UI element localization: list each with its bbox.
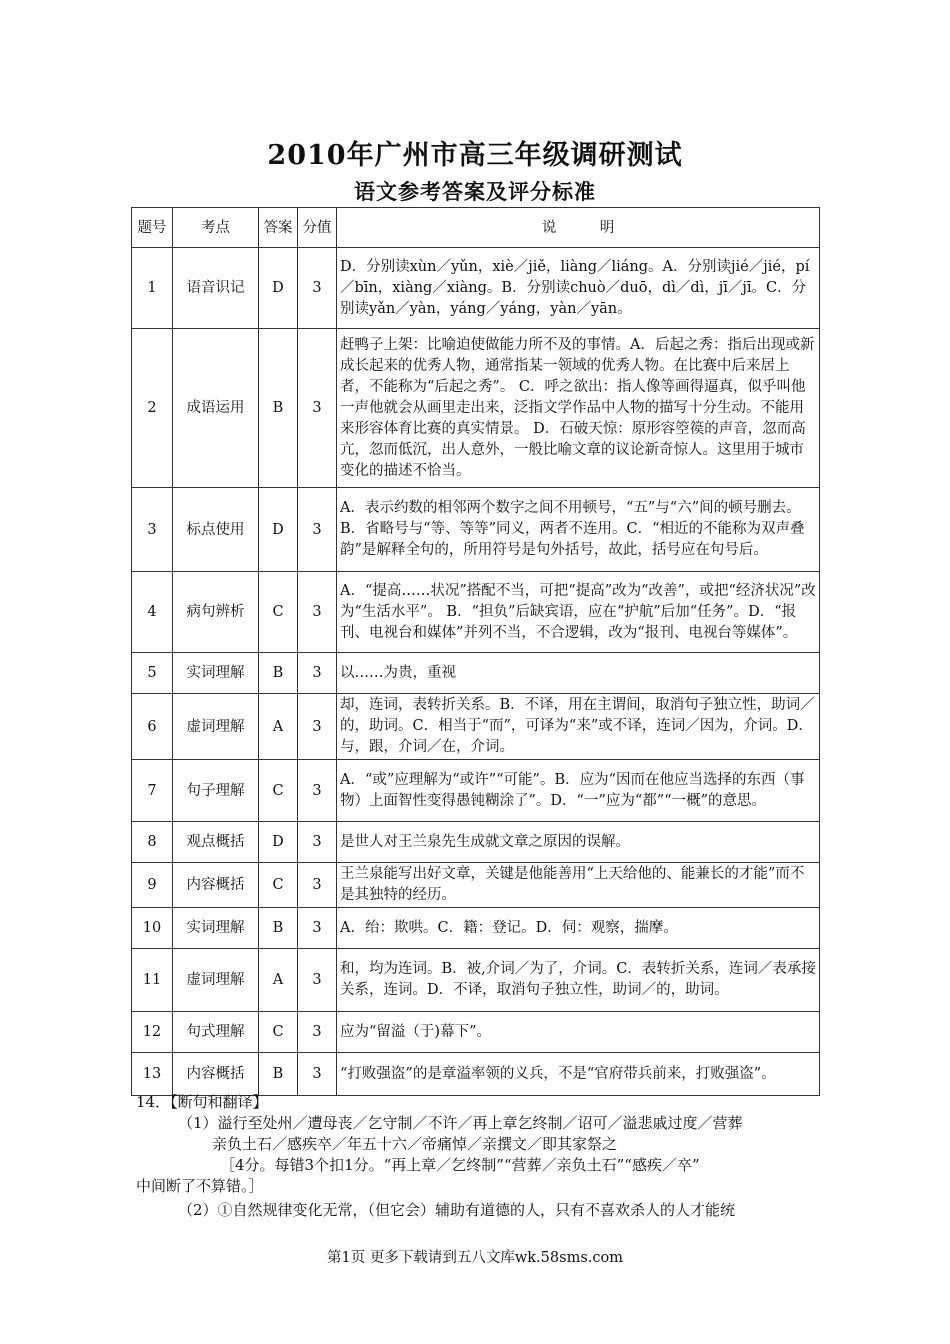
row-description: 却，连词，表转折关系。B．不译，用在主谓间，取消句子独立性，助词／的，助词。C．相当于“而”，可译为“来”或不译，连词／因为，介词。D．与，跟，介词／在，介词。 [337,694,820,760]
row-description: 是世人对王兰泉先生成就文章之原因的误解。 [337,822,820,863]
row-number: 4 [132,572,173,653]
row-score: 3 [298,822,337,863]
row-answer: B [259,908,298,949]
row-point: 标点使用 [173,488,259,572]
header-number: 题号 [132,208,173,248]
row-point: 句式理解 [173,1012,259,1053]
row-description: 以……为贵，重视 [337,653,820,694]
row-score: 3 [298,653,337,694]
row-point: 虚词理解 [173,694,259,760]
header-score: 分值 [298,208,337,248]
row-point: 内容概括 [173,863,259,908]
table-header-row [132,208,820,248]
page-subtitle: 语文参考答案及评分标准 [354,179,596,204]
row-description: A．“提高……状况”搭配不当，可把“提高”改为“改善”，或把“经济状况”改为“生活水平”。 B．“担负”后缺宾语，应在“护航”后加“任务”。D．“报刊、电视台和媒体”并列不当，不合逻辑，改为“报刊、电视台等媒体”。 [337,572,820,653]
row-description: A．绐：欺哄。C．籍：登记。D．伺：观察，揣摩。 [337,908,820,949]
row-answer: B [259,653,298,694]
table-row [132,694,820,760]
row-number: 3 [132,488,173,572]
row-description: 王兰泉能写出好文章，关键是他能善用“上天给他的、能兼长的才能”而不是其独特的经历。 [337,863,820,908]
question-14 [136,1092,826,1221]
row-point: 语音识记 [173,248,259,329]
table-row [132,248,820,329]
row-score: 3 [298,572,337,653]
table-row [132,1053,820,1096]
table-row [132,653,820,694]
table-row [132,760,820,822]
row-score: 3 [298,1012,337,1053]
row-answer: D [259,822,298,863]
row-answer: A [259,949,298,1012]
row-number: 7 [132,760,173,822]
table-row [132,908,820,949]
table-row [132,329,820,488]
row-number: 2 [132,329,173,488]
row-score: 3 [298,248,337,329]
row-point: 成语运用 [173,329,259,488]
q14-scoring-note: ［4分。每错3个扣1分。“再上章／乞终制”“营葬／亲负土石”“感疾／卒” [220,1156,700,1174]
row-point: 观点概括 [173,822,259,863]
row-answer: D [259,248,298,329]
row-number: 12 [132,1012,173,1053]
row-score: 3 [298,760,337,822]
table-row [132,822,820,863]
answer-table [131,207,820,1096]
row-description: 应为“留溢（于)幕下”。 [337,1012,820,1053]
row-score: 3 [298,1053,337,1096]
row-point: 内容概括 [173,1053,259,1096]
page-title: 2010年广州市高三年级调研测试 [267,140,683,171]
row-description: 赶鸭子上架：比喻迫使做能力所不及的事情。A．后起之秀：指后出现或新成长起来的优秀人物，通常指某一领域的优秀人物。在比赛中后来居上者，不能称为“后起之秀”。 C．呼之欲出：指人像等画得逼真，似乎叫他一声他就会从画里走出来，泛指文学作品中人物的描写十分生动。不能用来形容体育比赛的真实情景。 D．石破天惊：原形容箜篌的声音，忽而高亢，忽而低沉，出人意外，一般比喻文章的议论新奇惊人。这里用于城市变化的描述不恰当。 [337,329,820,488]
row-number: 10 [132,908,173,949]
row-description: A．表示约数的相邻两个数字之间不用顿号，“五”与“六”间的顿号删去。B．省略号与“等、等等”同义，两者不连用。C．“相近的不能称为双声叠韵”是解释全句的，所用符号是句外括号，故此，括号应在句号后。 [337,488,820,572]
row-answer: A [259,694,298,760]
row-number: 11 [132,949,173,1012]
header-answer: 答案 [259,208,298,248]
row-answer: C [259,1012,298,1053]
header-point: 考点 [173,208,259,248]
row-answer: B [259,329,298,488]
row-number: 6 [132,694,173,760]
row-score: 3 [298,908,337,949]
row-description: D．分别读xùn／yǔn，xiè／jiě，liàng／liáng。A．分别读jié／jié，pí／bīn，xiàng／xiàng。B．分别读chuò／duō，dì／dì，jī／jī。C．分别读yǎn／yàn，yáng／yáng，yàn／yān。 [337,248,820,329]
row-score: 3 [298,329,337,488]
row-number: 8 [132,822,173,863]
row-score: 3 [298,949,337,1012]
row-description: “打败强盗”的是章溢率领的义兵，不是“官府带兵前来，打败强盗”。 [337,1053,820,1096]
row-number: 13 [132,1053,173,1096]
q14-part1-line1: （1）溢行至处州／遭母丧／乞守制／不许／再上章乞终制／诏可／溢悲戚过度／营葬 [178,1114,743,1132]
row-answer: B [259,1053,298,1096]
row-answer: D [259,488,298,572]
row-score: 3 [298,694,337,760]
row-score: 3 [298,863,337,908]
table-row [132,863,820,908]
header-description: 说 明 [337,208,820,248]
table-row [132,488,820,572]
row-description: 和，均为连词。B．被,介词／为了，介词。C．表转折关系，连词／表承接关系，连词。D．不译，取消句子独立性，助词／的，助词。 [337,949,820,1012]
q14-part1-line2: 亲负土石／感疾卒／年五十六／帝痛悼／亲撰文／即其家祭之 [212,1135,618,1153]
q14-scoring-note-cont: 中间断了不算错。］ [136,1177,264,1195]
table-row [132,572,820,653]
page-footer: 第1页 更多下载请到五八文库wk.58sms.com [327,1250,623,1266]
row-point: 句子理解 [173,760,259,822]
row-number: 9 [132,863,173,908]
row-point: 实词理解 [173,908,259,949]
q14-heading: 14．【断句和翻译】 [136,1093,268,1111]
row-number: 5 [132,653,173,694]
row-answer: C [259,572,298,653]
q14-part2: （2）①自然规律变化无常，（但它会）辅助有道德的人，只有不喜欢杀人的人才能统 [178,1201,736,1219]
table-row [132,949,820,1012]
row-point: 实词理解 [173,653,259,694]
row-answer: C [259,863,298,908]
row-answer: C [259,760,298,822]
row-point: 病句辨析 [173,572,259,653]
table-row [132,1012,820,1053]
row-number: 1 [132,248,173,329]
row-description: A．“或”应理解为“或许”“可能”。B．应为“因而在他应当选择的东西（事物）上面智性变得愚钝糊涂了”。D．“一”应为“都”“一概”的意思。 [337,760,820,822]
row-point: 虚词理解 [173,949,259,1012]
row-score: 3 [298,488,337,572]
